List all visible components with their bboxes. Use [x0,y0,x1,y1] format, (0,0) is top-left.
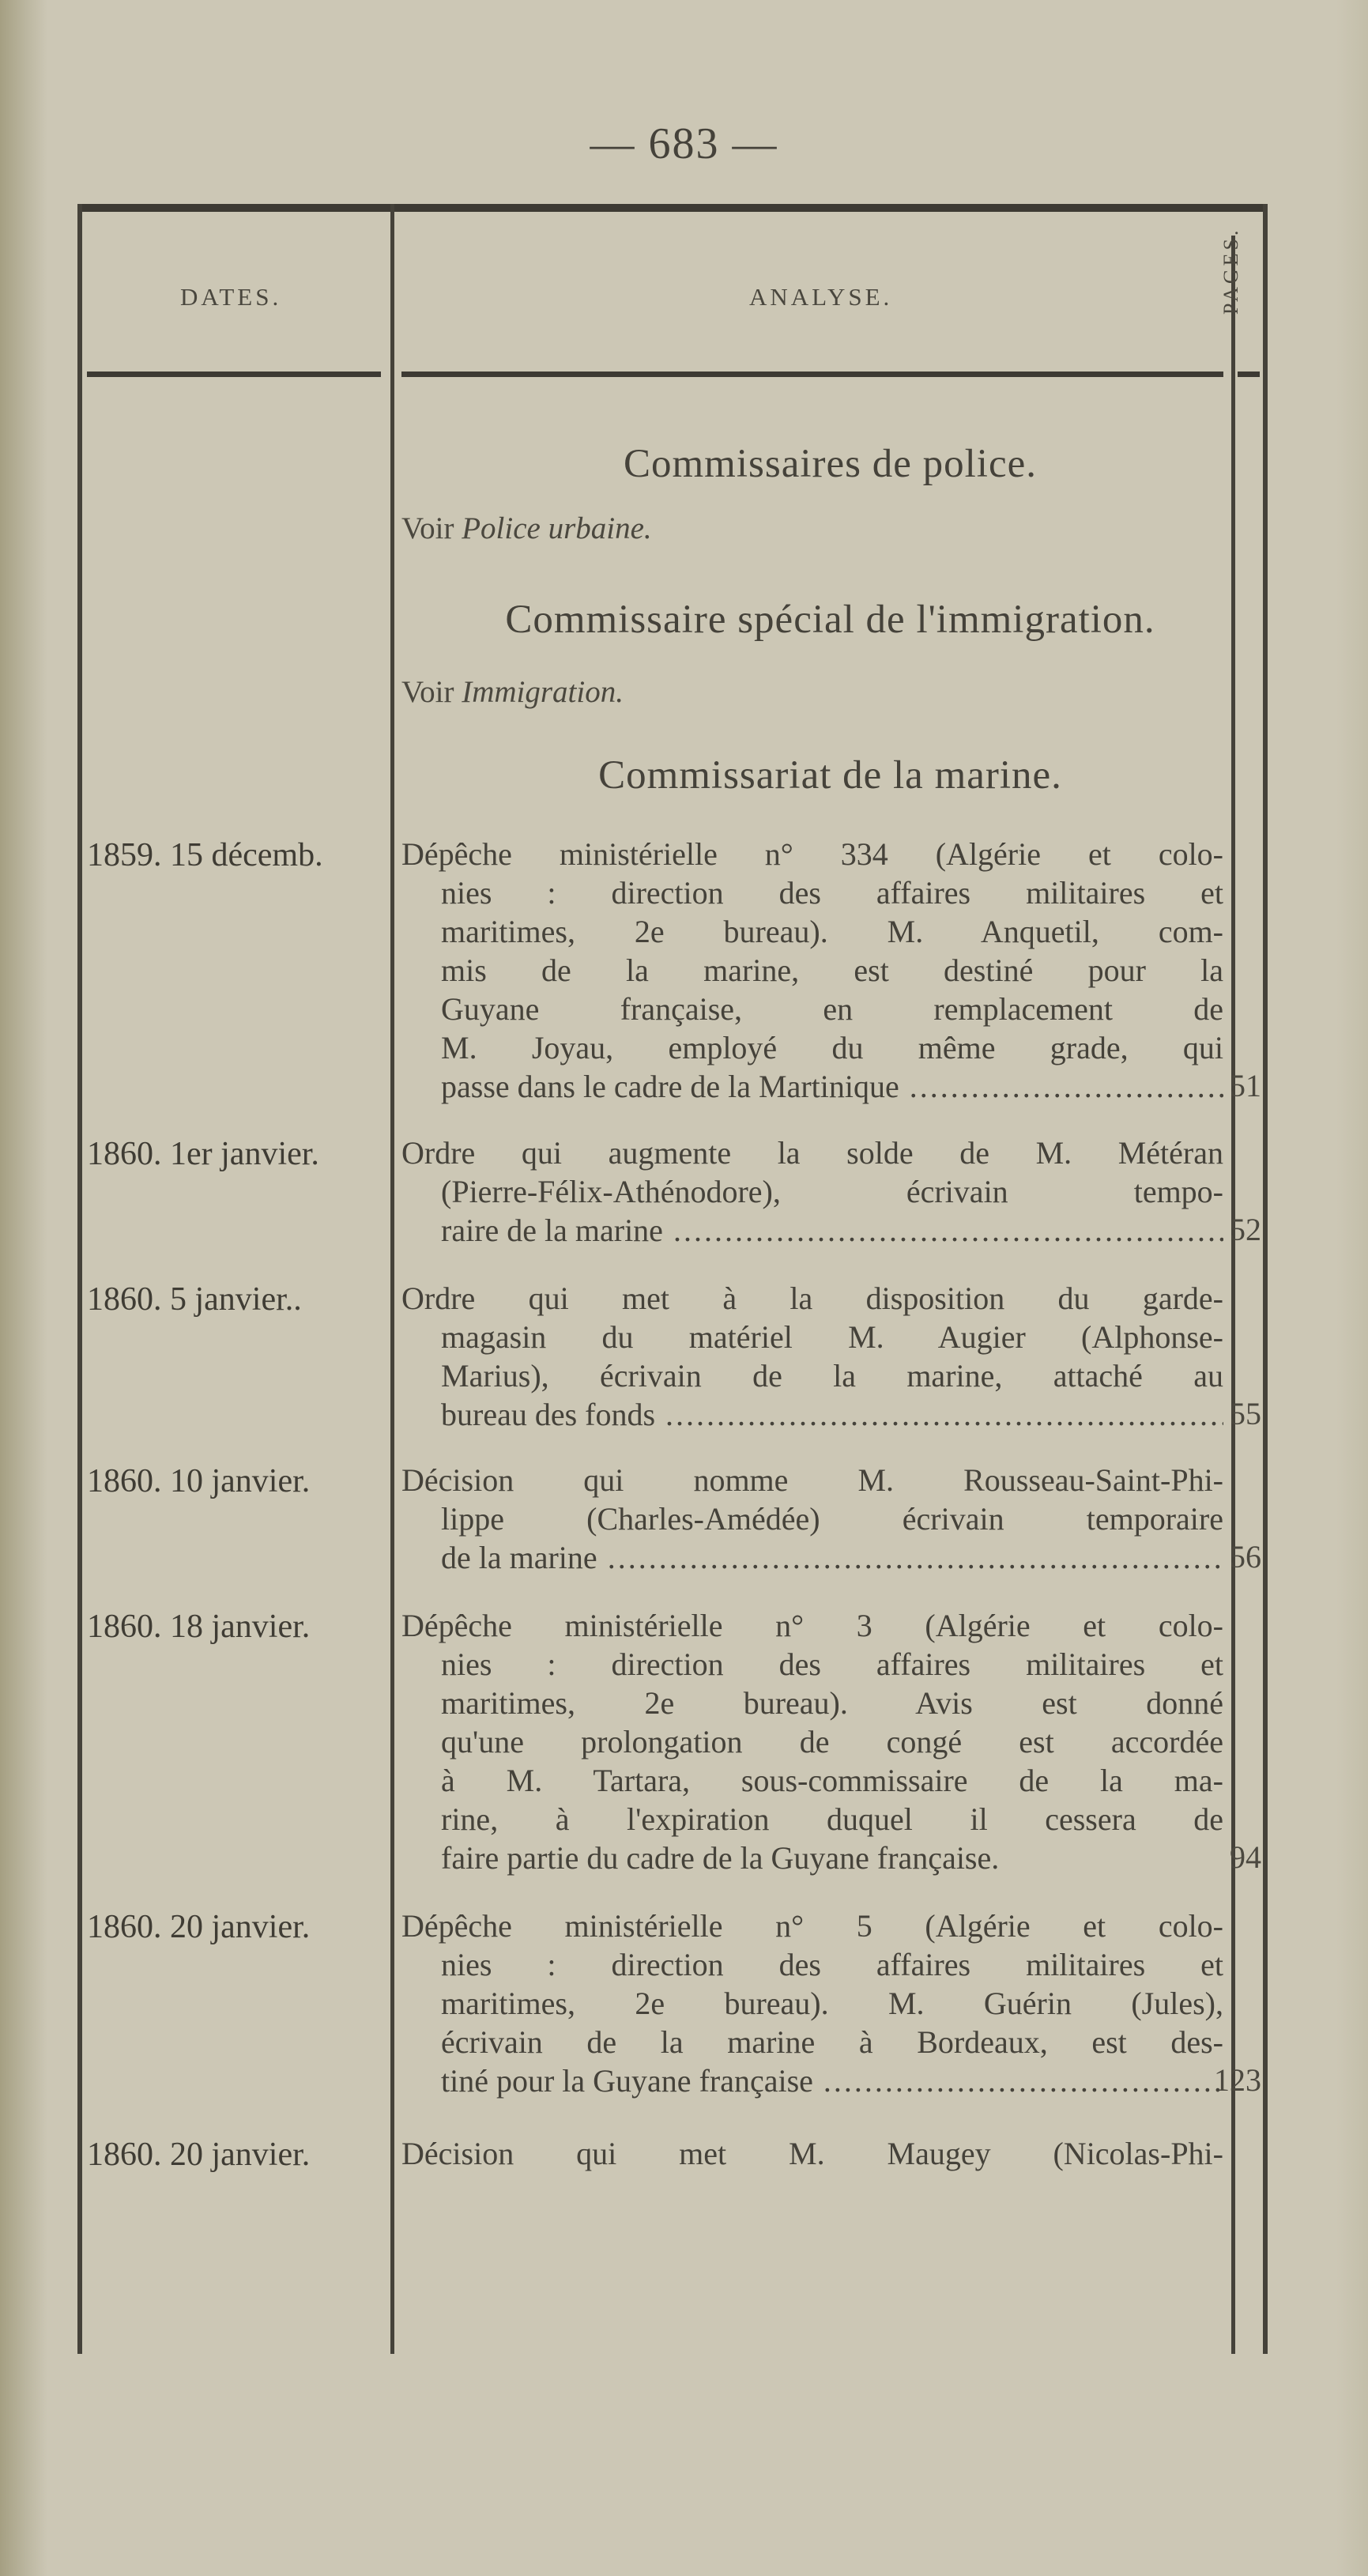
section-title-commissaire-special: Commissaire spécial de l'immigration. [505,598,1155,642]
see-also-prefix: Voir [401,675,454,709]
entry-line: (Pierre-Félix-Athénodore), écrivain tempo- [441,1174,1223,1209]
entry-line: maritimes, 2e bureau). M. Guérin (Jules), [441,1986,1223,2021]
page-reference: 56 [1230,1539,1261,1575]
table-right-border [1263,204,1268,2354]
entry-date: 1860. 20 janvier. [87,1909,311,1945]
entry-line: Décision qui met M. Maugey (Nicolas-Phi- [401,2136,1223,2171]
entry-line: mis de la marine, est destiné pour la [441,952,1223,988]
index-table [77,204,1268,2354]
entry-line: Guyane française, en remplacement de [441,991,1223,1027]
entry-text [401,835,1223,1106]
dates-header-rule [87,372,381,377]
entry-text [401,1606,1223,1877]
section-title-commissariat: Commissariat de la marine. [598,753,1062,798]
entry-line: M. Joyau, employé du même grade, qui [441,1030,1223,1065]
entry-line: Dépêche ministérielle n° 3 (Algérie et colo- [401,1608,1223,1643]
entry-line: nies : direction des affaires militaires et [441,875,1223,911]
entry-line: maritimes, 2e bureau). M. Anquetil, com- [441,914,1223,949]
page-number: — 683 — [590,119,778,168]
entry-line: Ordre qui met à la disposition du garde- [401,1280,1223,1316]
entry-line: Dépêche ministérielle n° 5 (Algérie et colo- [401,1908,1223,1944]
entry-line: nies : direction des affaires militaires et [441,1947,1223,1982]
entry-text [401,1279,1223,1434]
entry-text [401,1907,1223,2100]
entry-line: magasin du matériel M. Augier (Alphonse- [441,1319,1223,1355]
entry-date: 1859. 15 décemb. [87,837,323,873]
section-title-commissaires: Commissaires de police. [624,442,1037,486]
entry-line: lippe (Charles-Amédée) écrivain temporaire [441,1501,1223,1537]
dates-column-divider [390,204,394,2354]
entry-line: tiné pour la Guyane française ..... [401,2061,1223,2100]
analysis-header-rule [401,372,1223,377]
entry-line: à M. Tartara, sous-commissaire de la ma- [441,1763,1223,1798]
dates-column-header: DATES. [180,283,282,311]
pages-header-rule [1238,372,1260,377]
entry-line: écrivain de la marine à Bordeaux, est des- [441,2024,1223,2060]
entry-line: Dépêche ministérielle n° 334 (Algérie et colo- [401,836,1223,872]
page-reference: 94 [1230,1839,1261,1875]
entry-line: maritimes, 2e bureau). Avis est donné [441,1685,1223,1721]
see-also-prefix: Voir [401,511,454,545]
table-top-rule [77,204,1268,212]
entry-date: 1860. 20 janvier. [87,2137,311,2173]
page-binding-edge [0,0,47,2576]
entry-line: passe dans le cadre de la Martinique ..... [401,1067,1223,1106]
entry-text [401,1461,1223,1577]
page-reference: 123 [1214,2062,1261,2098]
entry-date: 1860. 1er janvier. [87,1136,319,1172]
page-reference: 52 [1230,1212,1261,1247]
entry-date: 1860. 18 janvier. [87,1609,311,1645]
entry-text [401,1133,1223,1250]
entry-line: bureau des fonds ..... [401,1395,1223,1434]
see-also-reference: Police urbaine. [462,511,652,545]
entry-line: qu'une prolongation de congé est accordée [441,1724,1223,1759]
entry-text [401,2134,1223,2173]
entry-line: nies : direction des affaires militaires et [441,1646,1223,1682]
analysis-column-header: ANALYSE. [749,283,893,311]
see-also-reference: Immigration. [462,675,624,709]
entry-line: Décision qui nomme M. Rousseau-Saint-Phi- [401,1462,1223,1498]
entry-line: Ordre qui augmente la solde de M. Météran [401,1135,1223,1171]
entry-line: de la marine ..... [401,1538,1223,1577]
page-right-edge [1336,0,1368,2576]
entry-date: 1860. 5 janvier.. [87,1281,302,1318]
pages-column-divider [1231,236,1235,2354]
entry-line: raire de la marine ..... [401,1211,1223,1250]
table-left-border [77,204,82,2354]
entry-line: Marius), écrivain de la marine, attaché au [441,1358,1223,1394]
page-reference: 55 [1230,1396,1261,1431]
entry-line: rine, à l'expiration duquel il cessera de [441,1801,1223,1837]
entry-line: faire partie du cadre de la Guyane française. [441,1840,1000,1876]
entry-date: 1860. 10 janvier. [87,1463,311,1499]
see-also-police [401,511,652,546]
page-reference: 51 [1230,1068,1261,1103]
pages-column-header: PAGES. [1219,227,1242,315]
see-also-immigration [401,674,624,710]
